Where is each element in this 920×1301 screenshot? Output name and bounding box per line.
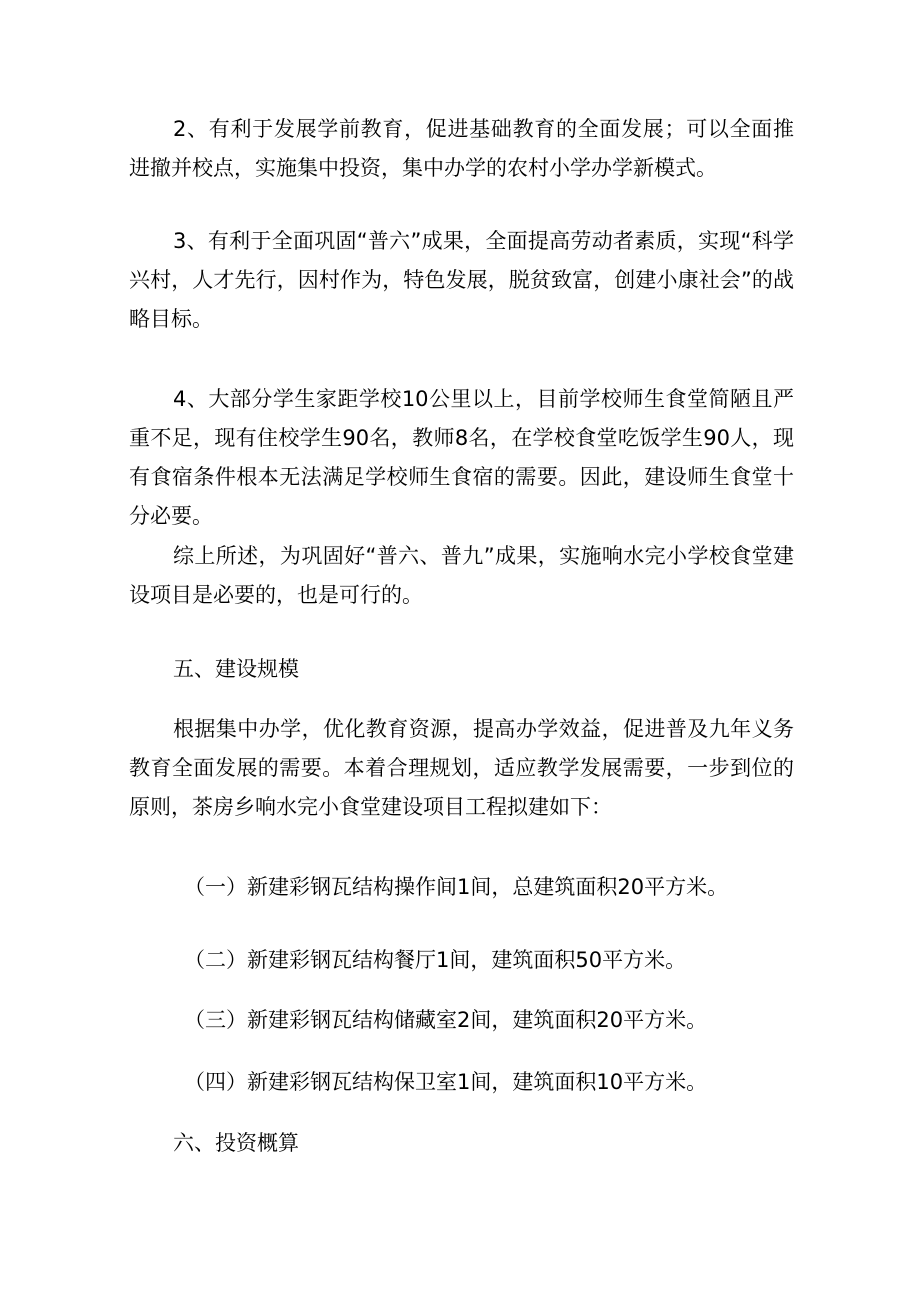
paragraph-point-4: 4、大部分学生家距学校10公里以上，目前学校师生食堂简陋且严重不足，现有住校学生90名，教师8名，在学校食堂吃饭学生90人，现有食宿条件根本无法满足学校师生食宿的需要。因此，建设师生食堂十分必要。 bbox=[129, 387, 794, 528]
section-heading-scale: 五、建设规模 bbox=[173, 657, 299, 681]
list-item-4: （四）新建彩钢瓦结构保卫室1间，建筑面积10平方米。 bbox=[184, 1070, 708, 1094]
paragraph-point-2: 2、有利于发展学前教育，促进基础教育的全面发展；可以全面推进撤并校点，实施集中投资，集中办学的农村小学办学新模式。 bbox=[129, 117, 794, 180]
paragraph-point-3: 3、有利于全面巩固“普六”成果，全面提高劳动者素质，实现“科学兴村，人才先行，因村作为，特色发展，脱贫致富，创建小康社会”的战略目标。 bbox=[129, 229, 794, 331]
paragraph-scale-body: 根据集中办学，优化教育资源，提高办学效益，促进普及九年义务教育全面发展的需要。本着合理规划，适应教学发展需要，一步到位的原则，茶房乡响水完小食堂建设项目工程拟建如下： bbox=[129, 717, 794, 819]
list-item-1: （一）新建彩钢瓦结构操作间1间，总建筑面积20平方米。 bbox=[184, 875, 729, 899]
section-heading-investment: 六、投资概算 bbox=[173, 1131, 299, 1155]
paragraph-summary: 综上所述，为巩固好“普六、普九”成果，实施响水完小学校食堂建设项目是必要的，也是可行的。 bbox=[129, 544, 794, 607]
list-item-3: （三）新建彩钢瓦结构储藏室2间，建筑面积20平方米。 bbox=[184, 1008, 708, 1032]
list-item-2: （二）新建彩钢瓦结构餐厅1间，建筑面积50平方米。 bbox=[184, 948, 687, 972]
